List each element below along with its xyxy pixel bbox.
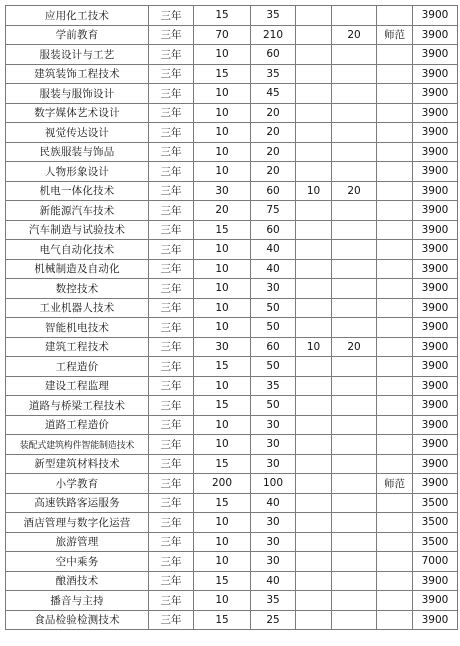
plan-a-cell: 10 (194, 376, 251, 396)
major-cell: 学前教育 (6, 25, 149, 45)
type-cell (377, 220, 413, 240)
duration-cell: 三年 (149, 103, 194, 123)
plan-c-cell (296, 25, 332, 45)
duration-cell: 三年 (149, 474, 194, 494)
type-cell (377, 181, 413, 201)
plan-a-cell: 10 (194, 318, 251, 338)
plan-a-cell: 70 (194, 25, 251, 45)
major-cell: 小学教育 (6, 474, 149, 494)
table-row (6, 45, 458, 65)
table-row (6, 201, 458, 221)
plan-b-cell: 45 (251, 84, 296, 104)
table-row (6, 6, 458, 26)
plan-a-cell: 15 (194, 357, 251, 377)
plan-c-cell (296, 591, 332, 611)
tuition-cell: 3900 (413, 220, 458, 240)
duration-cell: 三年 (149, 279, 194, 299)
tuition-cell: 3900 (413, 298, 458, 318)
table-row (6, 493, 458, 513)
table-row (6, 84, 458, 104)
duration-cell: 三年 (149, 181, 194, 201)
plan-a-cell: 10 (194, 240, 251, 260)
plan-d-cell (332, 532, 377, 552)
type-cell (377, 240, 413, 260)
tuition-cell: 3900 (413, 337, 458, 357)
table-row (6, 25, 458, 45)
plan-b-cell: 30 (251, 454, 296, 474)
plan-c-cell (296, 45, 332, 65)
type-cell (377, 279, 413, 299)
plan-c-cell (296, 513, 332, 533)
tuition-cell: 3500 (413, 532, 458, 552)
plan-b-cell: 75 (251, 201, 296, 221)
plan-a-cell: 10 (194, 123, 251, 143)
duration-cell: 三年 (149, 64, 194, 84)
plan-c-cell (296, 610, 332, 630)
plan-b-cell: 30 (251, 435, 296, 455)
major-cell: 服装设计与工艺 (6, 45, 149, 65)
table-row (6, 454, 458, 474)
tuition-cell: 3900 (413, 240, 458, 260)
tuition-cell: 3900 (413, 376, 458, 396)
plan-c-cell (296, 396, 332, 416)
duration-cell: 三年 (149, 123, 194, 143)
tuition-cell: 3500 (413, 513, 458, 533)
tuition-cell: 3500 (413, 493, 458, 513)
duration-cell: 三年 (149, 259, 194, 279)
plan-c-cell (296, 220, 332, 240)
duration-cell: 三年 (149, 318, 194, 338)
duration-cell: 三年 (149, 571, 194, 591)
type-cell (377, 259, 413, 279)
plan-a-cell: 30 (194, 337, 251, 357)
duration-cell: 三年 (149, 376, 194, 396)
plan-a-cell: 10 (194, 513, 251, 533)
major-cell: 播音与主持 (6, 591, 149, 611)
table-row (6, 415, 458, 435)
plan-d-cell (332, 259, 377, 279)
tuition-cell: 3900 (413, 64, 458, 84)
plan-d-cell (332, 318, 377, 338)
plan-d-cell (332, 201, 377, 221)
plan-d-cell (332, 64, 377, 84)
plan-b-cell: 40 (251, 240, 296, 260)
plan-a-cell: 10 (194, 532, 251, 552)
plan-b-cell: 35 (251, 6, 296, 26)
plan-a-cell: 15 (194, 571, 251, 591)
major-cell: 人物形象设计 (6, 162, 149, 182)
major-cell: 应用化工技术 (6, 6, 149, 26)
plan-b-cell: 60 (251, 45, 296, 65)
table-row (6, 337, 458, 357)
tuition-cell: 3900 (413, 396, 458, 416)
table-row (6, 357, 458, 377)
table-row (6, 591, 458, 611)
plan-b-cell: 100 (251, 474, 296, 494)
tuition-cell: 3900 (413, 474, 458, 494)
tuition-cell: 3900 (413, 259, 458, 279)
plan-a-cell: 10 (194, 45, 251, 65)
plan-b-cell: 30 (251, 513, 296, 533)
duration-cell: 三年 (149, 162, 194, 182)
plan-c-cell (296, 318, 332, 338)
major-cell: 工程造价 (6, 357, 149, 377)
major-cell: 空中乘务 (6, 552, 149, 572)
plan-c-cell (296, 123, 332, 143)
major-cell: 数字媒体艺术设计 (6, 103, 149, 123)
plan-b-cell: 60 (251, 181, 296, 201)
plan-b-cell: 20 (251, 142, 296, 162)
plan-b-cell: 35 (251, 591, 296, 611)
plan-d-cell: 20 (332, 25, 377, 45)
major-cell: 高速铁路客运服务 (6, 493, 149, 513)
table-row (6, 435, 458, 455)
tuition-cell: 3900 (413, 610, 458, 630)
plan-d-cell (332, 240, 377, 260)
plan-c-cell (296, 376, 332, 396)
plan-d-cell (332, 45, 377, 65)
tuition-cell: 3900 (413, 84, 458, 104)
plan-c-cell (296, 259, 332, 279)
plan-d-cell (332, 279, 377, 299)
table-row (6, 259, 458, 279)
plan-b-cell: 20 (251, 103, 296, 123)
plan-d-cell (332, 591, 377, 611)
plan-a-cell: 15 (194, 220, 251, 240)
type-cell (377, 64, 413, 84)
plan-c-cell (296, 240, 332, 260)
major-cell: 食品检验检测技术 (6, 610, 149, 630)
plan-d-cell (332, 162, 377, 182)
plan-c-cell (296, 571, 332, 591)
major-cell: 旅游管理 (6, 532, 149, 552)
plan-b-cell: 50 (251, 298, 296, 318)
duration-cell: 三年 (149, 415, 194, 435)
plan-d-cell (332, 571, 377, 591)
plan-b-cell: 50 (251, 396, 296, 416)
plan-c-cell (296, 493, 332, 513)
table-row (6, 610, 458, 630)
tuition-cell: 3900 (413, 318, 458, 338)
duration-cell: 三年 (149, 396, 194, 416)
plan-a-cell: 10 (194, 435, 251, 455)
duration-cell: 三年 (149, 513, 194, 533)
tuition-cell: 3900 (413, 571, 458, 591)
tuition-cell: 3900 (413, 103, 458, 123)
table-row (6, 142, 458, 162)
plan-d-cell (332, 84, 377, 104)
major-cell: 建设工程监理 (6, 376, 149, 396)
duration-cell: 三年 (149, 6, 194, 26)
table-row (6, 298, 458, 318)
type-cell (377, 415, 413, 435)
plan-a-cell: 15 (194, 6, 251, 26)
plan-d-cell (332, 610, 377, 630)
tuition-cell: 3900 (413, 181, 458, 201)
duration-cell: 三年 (149, 610, 194, 630)
type-cell (377, 318, 413, 338)
plan-b-cell: 30 (251, 279, 296, 299)
plan-b-cell: 30 (251, 532, 296, 552)
plan-b-cell: 30 (251, 552, 296, 572)
type-cell (377, 591, 413, 611)
plan-a-cell: 15 (194, 610, 251, 630)
plan-c-cell (296, 357, 332, 377)
type-cell (377, 610, 413, 630)
tuition-cell: 3900 (413, 142, 458, 162)
plan-c-cell (296, 298, 332, 318)
plan-a-cell: 10 (194, 84, 251, 104)
type-cell (377, 45, 413, 65)
type-cell: 师范 (377, 25, 413, 45)
type-cell (377, 123, 413, 143)
plan-a-cell: 200 (194, 474, 251, 494)
plan-b-cell: 40 (251, 259, 296, 279)
major-cell: 新型建筑材料技术 (6, 454, 149, 474)
major-cell: 数控技术 (6, 279, 149, 299)
plan-b-cell: 20 (251, 123, 296, 143)
type-cell (377, 162, 413, 182)
table-row (6, 318, 458, 338)
plan-d-cell (332, 396, 377, 416)
table-row (6, 220, 458, 240)
plan-a-cell: 10 (194, 103, 251, 123)
plan-c-cell (296, 532, 332, 552)
plan-b-cell: 40 (251, 493, 296, 513)
tuition-cell: 3900 (413, 45, 458, 65)
duration-cell: 三年 (149, 454, 194, 474)
duration-cell: 三年 (149, 142, 194, 162)
table-row (6, 513, 458, 533)
type-cell (377, 396, 413, 416)
type-cell (377, 142, 413, 162)
plan-d-cell (332, 298, 377, 318)
major-cell: 建筑装饰工程技术 (6, 64, 149, 84)
enrollment-table (5, 5, 458, 630)
plan-d-cell (332, 357, 377, 377)
type-cell (377, 454, 413, 474)
major-cell: 服装与服饰设计 (6, 84, 149, 104)
type-cell (377, 435, 413, 455)
plan-d-cell (332, 123, 377, 143)
plan-a-cell: 10 (194, 591, 251, 611)
table-row (6, 240, 458, 260)
tuition-cell: 3900 (413, 201, 458, 221)
table-row (6, 279, 458, 299)
major-cell: 机电一体化技术 (6, 181, 149, 201)
duration-cell: 三年 (149, 298, 194, 318)
plan-a-cell: 10 (194, 259, 251, 279)
tuition-cell: 3900 (413, 415, 458, 435)
duration-cell: 三年 (149, 435, 194, 455)
table-row (6, 181, 458, 201)
type-cell (377, 357, 413, 377)
plan-b-cell: 210 (251, 25, 296, 45)
plan-d-cell (332, 552, 377, 572)
type-cell (377, 201, 413, 221)
tuition-cell: 7000 (413, 552, 458, 572)
plan-a-cell: 15 (194, 493, 251, 513)
duration-cell: 三年 (149, 25, 194, 45)
type-cell (377, 103, 413, 123)
plan-b-cell: 40 (251, 571, 296, 591)
plan-c-cell (296, 201, 332, 221)
duration-cell: 三年 (149, 552, 194, 572)
table-row (6, 571, 458, 591)
major-cell: 民族服装与饰品 (6, 142, 149, 162)
plan-a-cell: 10 (194, 298, 251, 318)
type-cell: 师范 (377, 474, 413, 494)
major-cell: 新能源汽车技术 (6, 201, 149, 221)
plan-c-cell (296, 435, 332, 455)
plan-d-cell: 20 (332, 181, 377, 201)
tuition-cell: 3900 (413, 591, 458, 611)
major-cell: 智能机电技术 (6, 318, 149, 338)
duration-cell: 三年 (149, 201, 194, 221)
type-cell (377, 571, 413, 591)
major-cell: 道路工程造价 (6, 415, 149, 435)
duration-cell: 三年 (149, 45, 194, 65)
plan-b-cell: 35 (251, 64, 296, 84)
tuition-cell: 3900 (413, 454, 458, 474)
duration-cell: 三年 (149, 337, 194, 357)
major-cell: 机械制造及自动化 (6, 259, 149, 279)
plan-a-cell: 10 (194, 279, 251, 299)
tuition-cell: 3900 (413, 6, 458, 26)
tuition-cell: 3900 (413, 357, 458, 377)
plan-d-cell (332, 376, 377, 396)
duration-cell: 三年 (149, 493, 194, 513)
plan-b-cell: 35 (251, 376, 296, 396)
plan-c-cell (296, 162, 332, 182)
plan-c-cell (296, 474, 332, 494)
plan-d-cell (332, 474, 377, 494)
tuition-cell: 3900 (413, 25, 458, 45)
tuition-cell: 3900 (413, 279, 458, 299)
plan-b-cell: 60 (251, 220, 296, 240)
plan-d-cell (332, 513, 377, 533)
plan-a-cell: 10 (194, 162, 251, 182)
plan-c-cell (296, 6, 332, 26)
plan-c-cell (296, 103, 332, 123)
type-cell (377, 552, 413, 572)
table-row (6, 474, 458, 494)
type-cell (377, 532, 413, 552)
type-cell (377, 84, 413, 104)
table-row (6, 532, 458, 552)
duration-cell: 三年 (149, 84, 194, 104)
plan-d-cell (332, 220, 377, 240)
tuition-cell: 3900 (413, 435, 458, 455)
tuition-cell: 3900 (413, 123, 458, 143)
duration-cell: 三年 (149, 240, 194, 260)
type-cell (377, 6, 413, 26)
plan-c-cell (296, 552, 332, 572)
type-cell (377, 493, 413, 513)
plan-c-cell (296, 454, 332, 474)
tuition-cell: 3900 (413, 162, 458, 182)
plan-d-cell (332, 435, 377, 455)
plan-d-cell (332, 6, 377, 26)
plan-a-cell: 20 (194, 201, 251, 221)
plan-c-cell (296, 279, 332, 299)
plan-d-cell: 20 (332, 337, 377, 357)
table-row (6, 64, 458, 84)
plan-a-cell: 10 (194, 415, 251, 435)
plan-d-cell (332, 415, 377, 435)
duration-cell: 三年 (149, 591, 194, 611)
plan-a-cell: 10 (194, 142, 251, 162)
major-cell: 电气自动化技术 (6, 240, 149, 260)
table-row (6, 376, 458, 396)
major-cell: 工业机器人技术 (6, 298, 149, 318)
plan-b-cell: 20 (251, 162, 296, 182)
table-row (6, 103, 458, 123)
major-cell: 建筑工程技术 (6, 337, 149, 357)
type-cell (377, 337, 413, 357)
plan-b-cell: 25 (251, 610, 296, 630)
duration-cell: 三年 (149, 357, 194, 377)
plan-c-cell (296, 415, 332, 435)
table-row (6, 552, 458, 572)
major-cell: 装配式建筑构件智能制造技术 (6, 435, 149, 455)
plan-b-cell: 30 (251, 415, 296, 435)
plan-a-cell: 10 (194, 552, 251, 572)
plan-d-cell (332, 454, 377, 474)
plan-c-cell: 10 (296, 181, 332, 201)
duration-cell: 三年 (149, 532, 194, 552)
plan-a-cell: 15 (194, 64, 251, 84)
plan-c-cell: 10 (296, 337, 332, 357)
table-row (6, 396, 458, 416)
plan-b-cell: 50 (251, 357, 296, 377)
major-cell: 酿酒技术 (6, 571, 149, 591)
duration-cell: 三年 (149, 220, 194, 240)
type-cell (377, 376, 413, 396)
plan-a-cell: 15 (194, 396, 251, 416)
plan-c-cell (296, 64, 332, 84)
plan-b-cell: 60 (251, 337, 296, 357)
major-cell: 道路与桥梁工程技术 (6, 396, 149, 416)
table-row (6, 162, 458, 182)
major-cell: 酒店管理与数字化运营 (6, 513, 149, 533)
major-cell: 视觉传达设计 (6, 123, 149, 143)
plan-d-cell (332, 493, 377, 513)
plan-b-cell: 50 (251, 318, 296, 338)
plan-d-cell (332, 142, 377, 162)
plan-a-cell: 15 (194, 454, 251, 474)
plan-a-cell: 30 (194, 181, 251, 201)
table-row (6, 123, 458, 143)
type-cell (377, 513, 413, 533)
table-body (6, 6, 458, 630)
plan-d-cell (332, 103, 377, 123)
major-cell: 汽车制造与试验技术 (6, 220, 149, 240)
plan-c-cell (296, 142, 332, 162)
plan-c-cell (296, 84, 332, 104)
type-cell (377, 298, 413, 318)
